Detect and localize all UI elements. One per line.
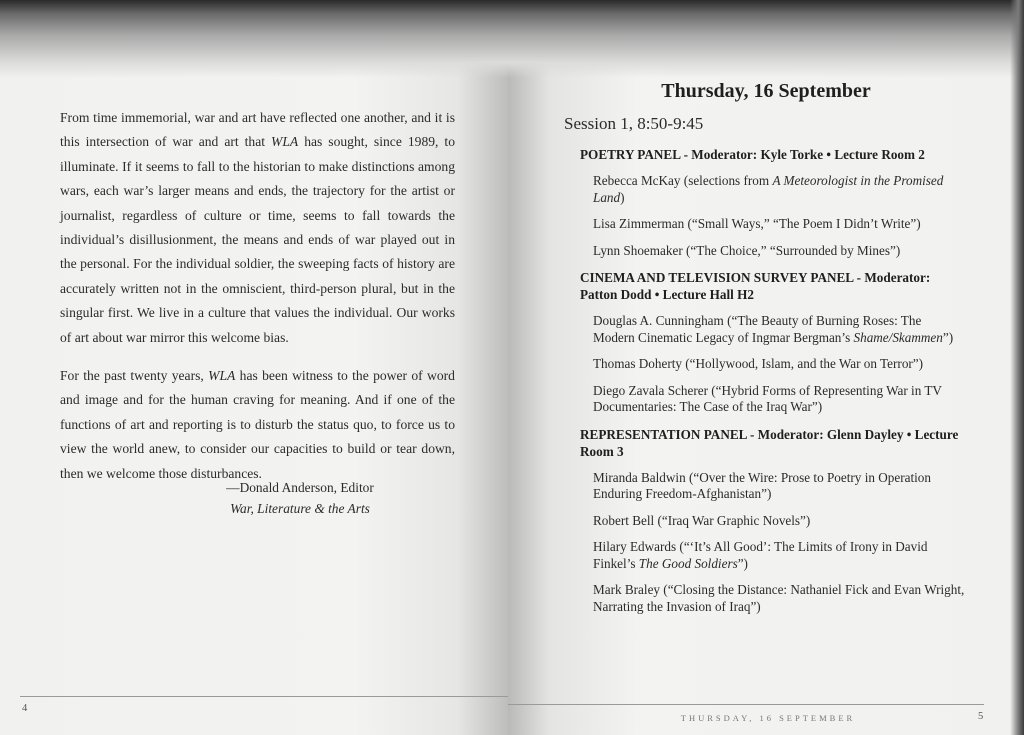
footer-rule	[20, 696, 508, 697]
torn-page-edge	[0, 0, 508, 78]
page-edge-shadow	[1010, 0, 1024, 735]
signature-publication: War, Literature & the Arts	[230, 501, 370, 516]
panel-heading-poetry: POETRY PANEL - Moderator: Kyle Torke • Lecture Room 2	[580, 147, 925, 162]
letter-paragraph-1: From time immemorial, war and art have reflected one another, and it is this intersection of war and art that WLA has sought, since 1989, to illuminate. If it seems to fall to the historian to make distinctions among wars, each war’s larger means and ends, the trajectory for the artist or journalist, regardless of culture or time, seems to fall towards the individual’s disillusionment, the means and ends of war played out in the personal. For the individual soldier, the sweeping facts of history are accurately written not in the omniscient, third-person plural, but in the singular first. We live in a culture that values the individual. Our works of art about war mirror this welcome bias.	[60, 110, 455, 345]
talk-item: Thomas Doherty (“Hollywood, Islam, and the War on Terror”)	[593, 356, 924, 371]
editor-letter	[60, 106, 455, 500]
talk-item: Robert Bell (“Iraq War Graphic Novels”)	[593, 512, 811, 528]
day-title: Thursday, 16 September	[661, 80, 871, 102]
talk-item: Mark Braley (“Closing the Distance: Nathaniel Fick and Evan Wright, Narrating the Invasion of Iraq”)	[593, 582, 965, 614]
talk-item: Hilary Edwards (“‘It’s All Good’: The Limits of Irony in David Finkel’s The Good Soldiers”)	[593, 539, 928, 571]
page-number-right: 5	[978, 711, 984, 722]
signature-name: —Donald Anderson, Editor	[226, 480, 374, 495]
session-program	[580, 146, 966, 625]
talk-item: Rebecca McKay (selections from A Meteorologist in the Promised Land)	[593, 173, 944, 205]
letter-paragraph-2: For the past twenty years, WLA has been witness to the power of word and image and for the human craving for meaning. And if one of the functions of art and reporting is to disturb the status quo, to force us to view the world anew, to consider our capacities to build or tear down, then we welcome those disturbances.	[60, 368, 455, 481]
signature-block	[200, 477, 400, 519]
footer-rule	[508, 704, 984, 705]
torn-page-edge	[508, 0, 1024, 78]
right-page	[508, 0, 1024, 735]
talk-item: Diego Zavala Scherer (“Hybrid Forms of Representing War in TV Documentaries: The Case of the Iraq War”)	[593, 382, 942, 414]
talk-item: Lynn Shoemaker (“The Choice,” “Surrounded by Mines”)	[593, 242, 901, 258]
talk-item: Lisa Zimmerman (“Small Ways,” “The Poem I Didn’t Write”)	[593, 216, 921, 231]
session-heading: Session 1, 8:50-9:45	[564, 114, 704, 133]
running-footer: THURSDAY, 16 SEPTEMBER	[680, 713, 856, 723]
panel-heading-representation: REPRESENTATION PANEL - Moderator: Glenn Dayley • Lecture Room 3	[580, 426, 959, 459]
left-page	[0, 0, 508, 735]
panel-heading-cinema: CINEMA AND TELEVISION SURVEY PANEL - Moderator: Patton Dodd • Lecture Hall H2	[580, 270, 931, 302]
page-number-left: 4	[22, 703, 28, 714]
talk-item: Douglas A. Cunningham (“The Beauty of Burning Roses: The Modern Cinematic Legacy of Ingmar Bergman’s Shame/Skammen”)	[593, 313, 954, 345]
talk-item: Miranda Baldwin (“Over the Wire: Prose to Poetry in Operation Enduring Freedom-Afghanistan”)	[593, 469, 931, 501]
